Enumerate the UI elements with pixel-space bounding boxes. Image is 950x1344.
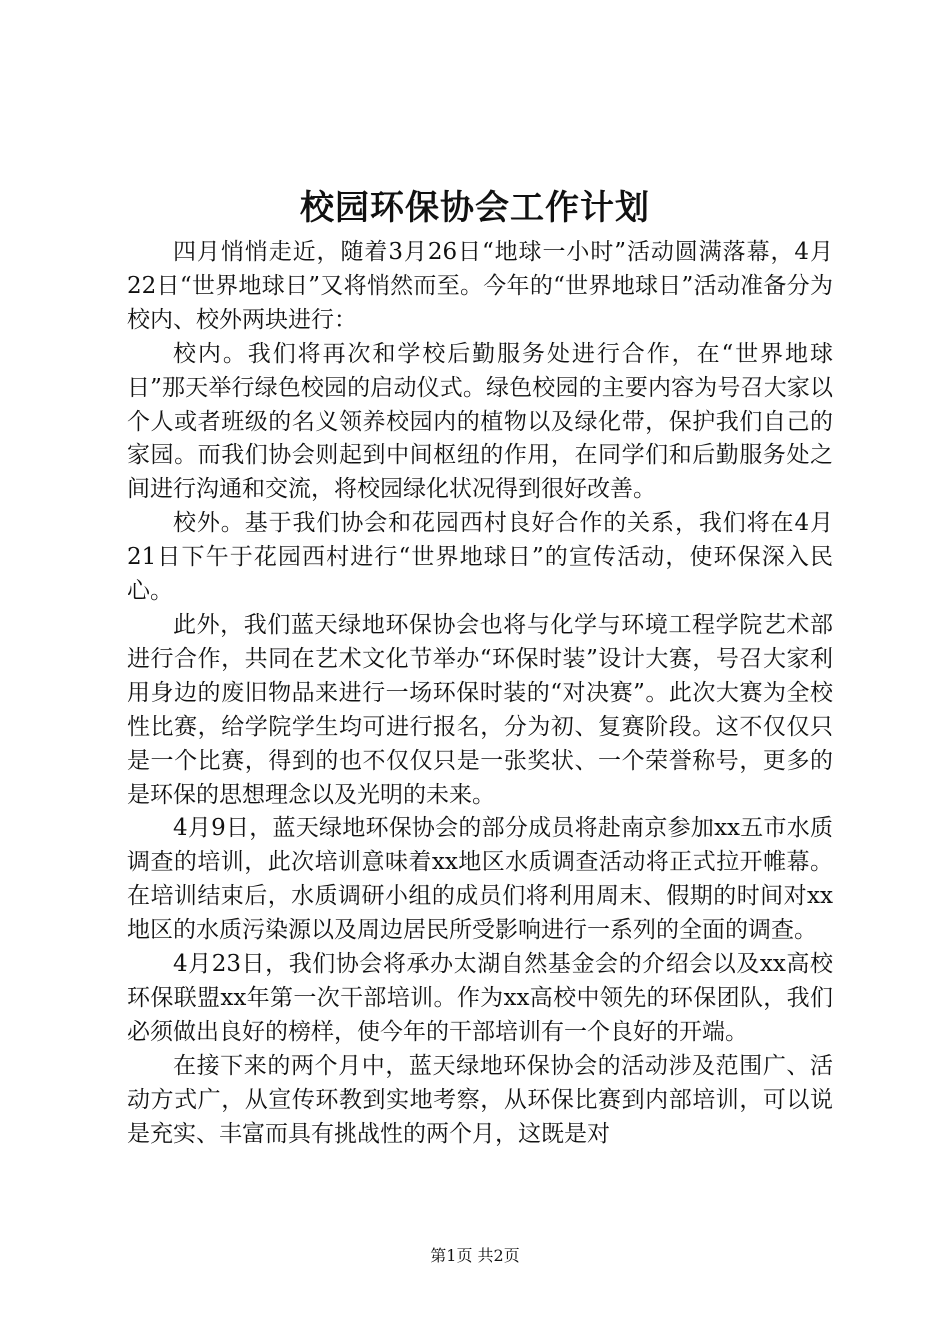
paragraph: 四月悄悄走近，随着3月26日“地球一小时”活动圆满落幕，4月22日“世界地球日”又将悄然而至。今年的“世界地球日”活动准备分为校内、校外两块进行： xyxy=(127,239,833,333)
document-title: 校园环保协会工作计划 xyxy=(300,188,650,228)
paragraph: 此外，我们蓝天绿地环保协会也将与化学与环境工程学院艺术部进行合作，共同在艺术文化节举办“环保时装”设计大赛，号召大家利用身边的废旧物品来进行一场环保时装的“对决赛”。此次大赛为全校性比赛，给学院学生均可进行报名，分为初、复赛阶段。这不仅仅只是一个比赛，得到的也不仅仅只是一张奖状、一个荣誉称号，更多的是环保的思想理念以及光明的未来。 xyxy=(127,611,833,808)
paragraph: 4月9日，蓝天绿地环保协会的部分成员将赴南京参加xx五市水质调查的培训，此次培训意味着xx地区水质调查活动将正式拉开帷幕。在培训结束后，水质调研小组的成员们将利用周末、假期的时间对xx地区的水质污染源以及周边居民所受影响进行一系列的全面的调查。 xyxy=(127,815,833,944)
page-number-footer: 第1页 共2页 xyxy=(430,1246,520,1265)
paragraph: 校外。基于我们协会和花园西村良好合作的关系，我们将在4月21日下午于花园西村进行“世界地球日”的宣传活动，使环保深入民心。 xyxy=(127,510,833,605)
paragraph: 4月23日，我们协会将承办太湖自然基金会的介绍会以及xx高校环保联盟xx年第一次干部培训。作为xx高校中领先的环保团队，我们必须做出良好的榜样，使今年的干部培训有一个良好的开端。 xyxy=(127,951,833,1045)
paragraph: 在接下来的两个月中，蓝天绿地环保协会的活动涉及范围广、活动方式广，从宣传环教到实地考察，从环保比赛到内部培训，可以说是充实、丰富而具有挑战性的两个月，这既是对 xyxy=(127,1052,833,1147)
paragraph: 校内。我们将再次和学校后勤服务处进行合作，在“世界地球日”那天举行绿色校园的启动仪式。绿色校园的主要内容为号召大家以个人或者班级的名义领养校园内的植物以及绿化带，保护我们自己的家园。而我们协会则起到中间枢纽的作用，在同学们和后勤服务处之间进行沟通和交流，将校园绿化状况得到很好改善。 xyxy=(127,340,833,503)
document-body xyxy=(127,236,833,1151)
